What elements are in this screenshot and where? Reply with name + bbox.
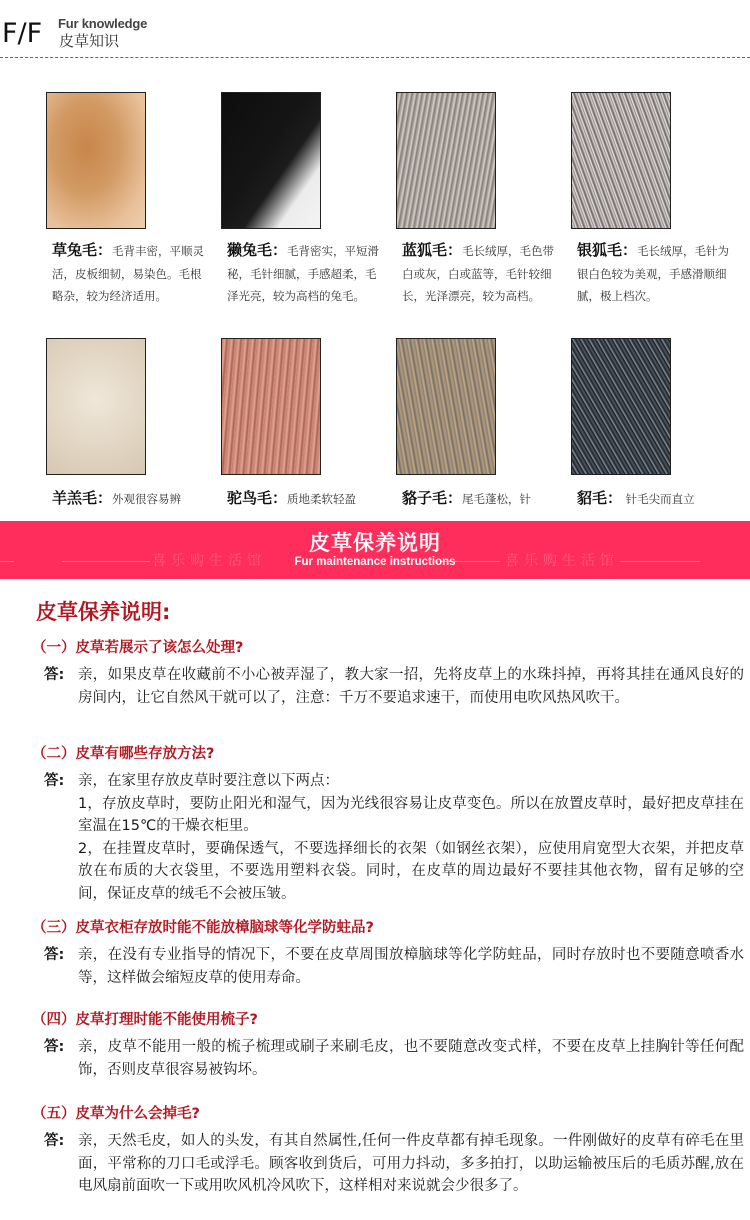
banner-subtitle: Fur maintenance instructions <box>294 556 456 568</box>
fur-description <box>227 487 387 511</box>
fur-swatch-image <box>221 338 321 475</box>
fur-desc-text: 毛背丰密，平顺灵活，皮板细韧，易染色。毛根略杂，较为经济适用。 <box>52 244 205 303</box>
banner-watermark: 喜乐购生活馆 <box>152 553 266 569</box>
fur-description <box>52 239 212 308</box>
answer-text: 亲，天然毛皮，如人的头发，有其自然属性,任何一件皮草都有掉毛现象。一件刚做好的皮草有碎毛在里面，平常称的刀口毛或浮毛。顾客收到货后，可用力抖动，多多拍打，以助运输被压后的毛质苏醒,放在电风扇前面吹一下或用吹风机冷风吹下，这样相对来说就会少很多了。 <box>78 1133 744 1194</box>
header-title-cn: 皮草知识 <box>59 32 120 50</box>
answer-4 <box>44 1036 744 1081</box>
fur-desc-text: 针毛尖而直立 <box>622 492 695 506</box>
fur-card-lamb <box>30 338 190 511</box>
section-banner <box>0 521 750 579</box>
fur-name: 蓝狐毛： <box>402 241 463 259</box>
fur-swatch-image <box>571 338 671 475</box>
answer-label: 答: <box>44 773 65 789</box>
fur-description <box>402 487 562 511</box>
fur-card-rabbit <box>30 92 205 308</box>
fur-swatch-image <box>46 338 146 475</box>
answer-text: 亲，在家里存放皮草时要注意以下两点： <box>78 773 339 789</box>
fur-card-silver-fox <box>555 92 730 308</box>
fur-swatch-image <box>571 92 671 229</box>
fur-card-blue-fox <box>380 92 555 308</box>
care-title: 皮草保养说明: <box>36 600 171 624</box>
fur-desc-text: 毛长绒厚，毛针为银白色较为美观，手感滑顺细腻，极上档次。 <box>577 244 730 303</box>
fur-description <box>577 239 737 308</box>
answer-text: 亲，如果皮草在收藏前不小心被弄湿了，教大家一招，先将皮草上的水珠抖掉，再将其挂在通风良好的房间内，让它自然风干就可以了，注意：千万不要追求速干，而使用电吹风热风吹干。 <box>78 667 744 706</box>
fur-name: 驼鸟毛： <box>227 489 288 507</box>
answer-text: 1，存放皮草时，要防止阳光和湿气，因为光线很容易让皮草变色。所以在放置皮草时，最好把皮草挂在室温在15℃的干燥衣柜里。 <box>78 795 744 834</box>
question-4: （四）皮草打理时能不能使用梳子? <box>32 1012 258 1028</box>
answer-text: 亲，皮草不能用一般的梳子梳理或刷子来刷毛皮，也不要随意改变式样，不要在皮草上挂胸针等任何配饰，否则皮草很容易被钩坏。 <box>78 1039 744 1078</box>
fur-description <box>52 487 212 511</box>
fur-desc-text: 外观很容易辨 <box>112 492 182 506</box>
fur-card-mink <box>555 338 715 511</box>
fur-description <box>227 239 387 308</box>
fur-card-ostrich <box>205 338 365 511</box>
question-2: （二）皮草有哪些存放方法? <box>32 746 215 762</box>
answer-label: 答: <box>44 1133 65 1149</box>
answer-3 <box>44 944 744 989</box>
fur-name: 獭兔毛： <box>227 241 288 259</box>
fur-swatch-image <box>396 92 496 229</box>
question-1: （一）皮草若展示了该怎么处理? <box>32 640 244 656</box>
answer-label: 答: <box>44 667 65 683</box>
page-header <box>0 0 750 60</box>
fur-desc-text: 毛背密实，平短滑秘，毛针细腻，手感超柔，毛泽光亮，较为高档的兔毛。 <box>227 244 380 303</box>
fur-name: 银狐毛： <box>577 241 638 259</box>
fur-card-rex-rabbit <box>205 92 380 308</box>
answer-text: 亲，在没有专业指导的情况下，不要在皮草周围放樟脑球等化学防蛀品，同时存放时也不要随意喷香水等，这样做会缩短皮草的使用寿命。 <box>78 947 744 986</box>
fur-desc-text: 质地柔软轻盈 <box>287 492 357 506</box>
question-5: （五）皮草为什么会掉毛? <box>32 1106 200 1122</box>
fur-name: 貂毛： <box>577 489 623 507</box>
fur-swatch-image <box>221 92 321 229</box>
fur-name: 羊羔毛： <box>52 489 113 507</box>
answer-1 <box>44 664 744 709</box>
fur-desc-text: 毛长绒厚，毛色带白或灰，白或蓝等，毛针较细长，光泽漂亮，较为高档。 <box>402 244 555 303</box>
banner-watermark: 喜乐购生活馆 <box>505 553 619 569</box>
header-title-en: Fur knowledge <box>58 16 148 31</box>
answer-label: 答: <box>44 1039 65 1055</box>
answer-text: 2，在挂置皮草时，要确保透气，不要选择细长的衣架（如钢丝衣架），应使用肩宽型大衣架，并把皮草放在布质的大衣袋里，不要选用塑料衣袋。同时，在皮草的周边最好不要挂其他衣物，留有足够的空间，保证皮草的绒毛不会被压皱。 <box>78 840 744 902</box>
logo: F/F <box>2 18 43 49</box>
fur-name: 草兔毛： <box>52 241 113 259</box>
fur-desc-text: 尾毛蓬松，针 <box>462 492 532 506</box>
answer-2 <box>44 770 744 905</box>
answer-label: 答: <box>44 947 65 963</box>
fur-swatch-image <box>46 92 146 229</box>
banner-title: 皮草保养说明 <box>309 531 441 555</box>
question-3: （三）皮草衣柜存放时能不能放樟脑球等化学防蛀品? <box>32 920 374 936</box>
fur-description <box>577 487 737 511</box>
answer-5 <box>44 1130 744 1198</box>
dashed-divider <box>0 57 750 58</box>
fur-name: 貉子毛： <box>402 489 463 507</box>
fur-swatch-image <box>396 338 496 475</box>
fur-description <box>402 239 562 308</box>
fur-card-raccoon <box>380 338 540 511</box>
